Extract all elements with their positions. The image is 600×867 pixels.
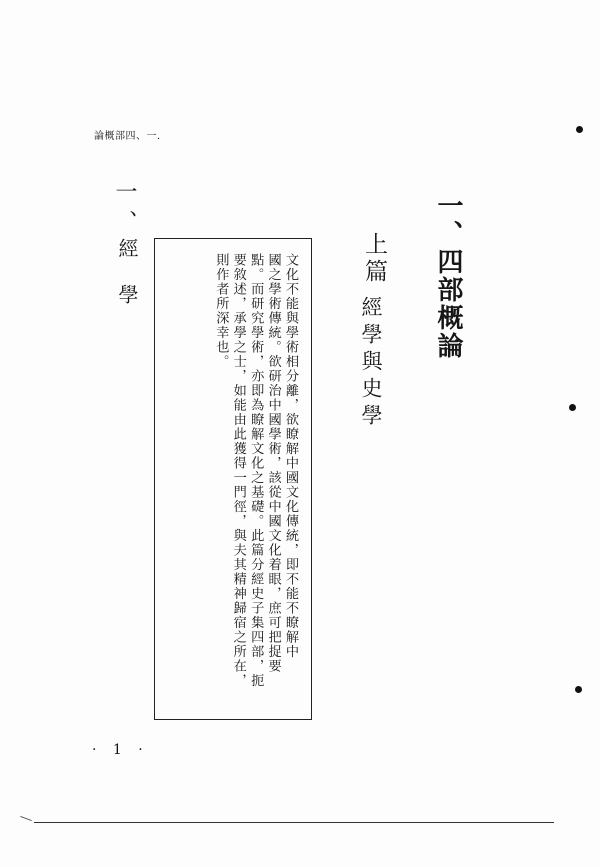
section-title: 經學	[115, 238, 139, 330]
part-title: 經學與史學	[359, 296, 383, 431]
part-label: 上篇	[361, 232, 387, 286]
section-number: 一、	[112, 180, 137, 240]
running-head: 論概部四、一．	[94, 131, 168, 142]
page-number: · 1 ·	[92, 742, 149, 758]
bottom-rule-tick	[20, 816, 32, 821]
bottom-rule	[34, 822, 554, 823]
chapter-title: 一、四部概論	[433, 192, 463, 360]
intro-box	[154, 238, 312, 720]
binding-hole-mark	[569, 404, 576, 411]
intro-text: 文化不能與學術相分離，欲瞭解中國文化傳統，即不能不瞭解中 國之學術傳統。欲研治中國學術，該從中國文化着眼，庶可把捉要 點。而研究學術，亦即為瞭解文化之基礎。此篇分經史子集四部，扼 要敘述，承學之士，如能由此獲得一門徑，與夫其精神歸宿之所在， 則作者所深幸也。	[213, 253, 298, 688]
binding-hole-mark	[576, 126, 583, 133]
binding-hole-mark	[575, 686, 582, 693]
